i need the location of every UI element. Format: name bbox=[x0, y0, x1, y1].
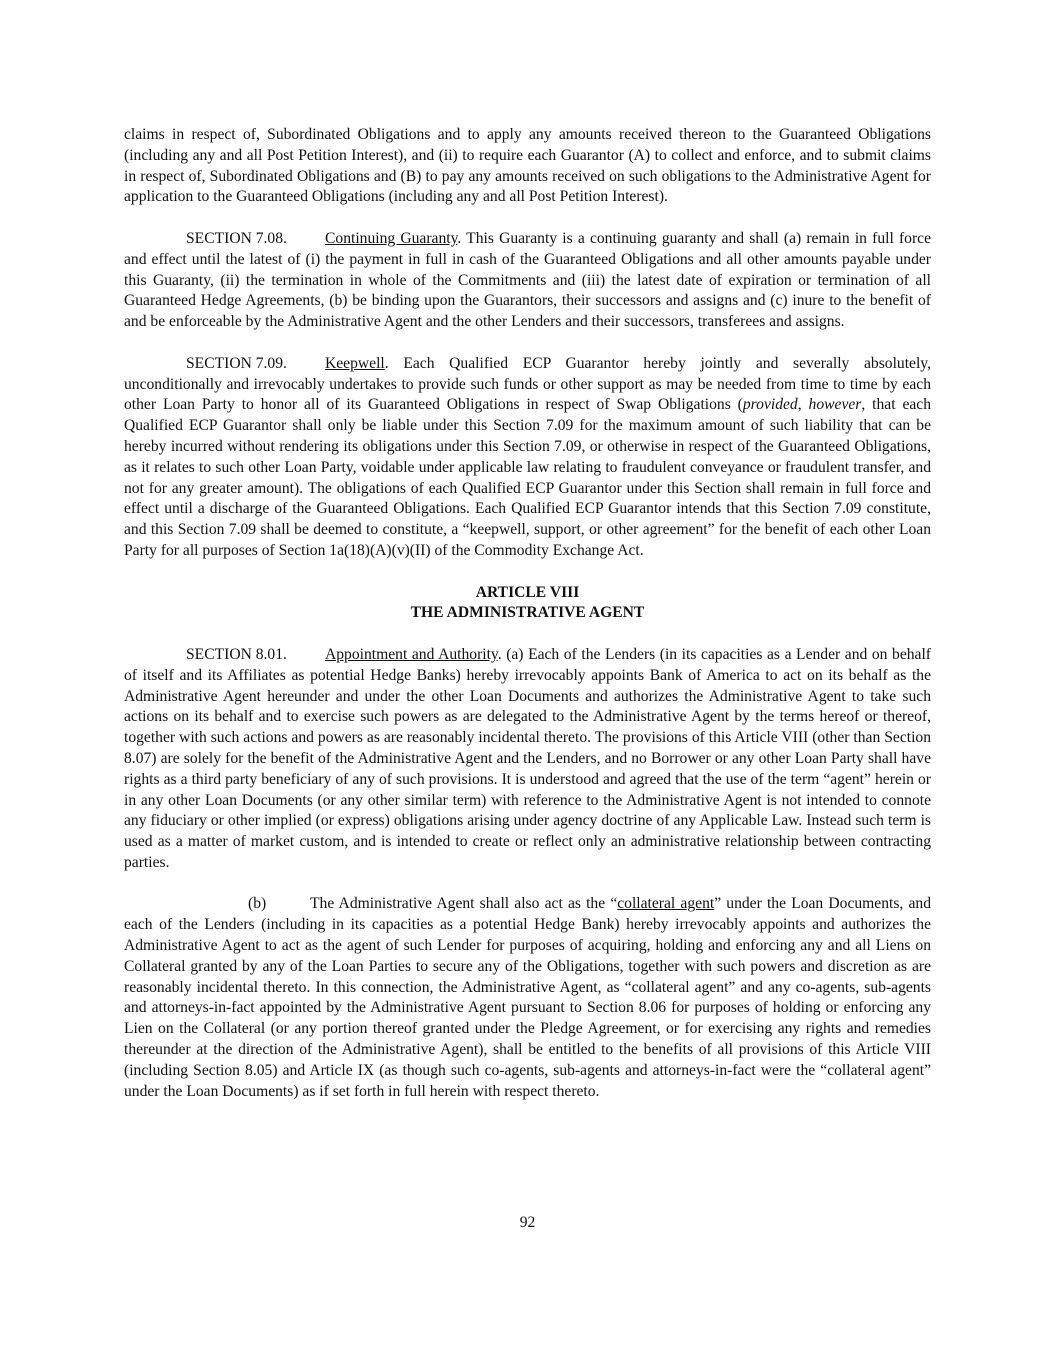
section-text: . This Guaranty is a continuing guaranty and shall (a) remain in full force and effect until the latest of (i) the payment in full in cash of the Guaranteed Obligations and all other amounts payable under this Guaranty, (ii) the termination in whole of the Commitments and (iii) the latest date of expiration or termination of all Guaranteed Hedge Agreements, (b) be binding upon the Guarantors, their successors and assigns and (c) inure to the benefit of and be enforceable by the Administrative Agent and the other Lenders and their successors, transferees and assigns. bbox=[124, 229, 931, 331]
section-7-09 bbox=[124, 354, 931, 562]
section-7-08 bbox=[124, 229, 931, 333]
page-number: 92 bbox=[519, 1214, 536, 1231]
underlined-term: collateral agent bbox=[617, 895, 715, 913]
article-title: THE ADMINISTRATIVE AGENT bbox=[410, 604, 645, 622]
section-8-01-b bbox=[124, 894, 931, 1102]
section-text: . Each Qualified ECP Guarantor hereby jointly and severally absolutely, unconditionally and irrevocably undertakes to provide such funds or other support as may be needed from time to time by each other Loan Party to honor all of its Guaranteed Obligations in respect of Swap Obligations ( bbox=[124, 354, 931, 414]
section-text: The Administrative Agent shall also act as the “ bbox=[310, 895, 618, 913]
section-number: SECTION 7.08. bbox=[186, 229, 287, 247]
section-title: Keepwell bbox=[325, 354, 385, 372]
section-text: , that each Qualified ECP Guarantor shall only be liable under this Section 7.09 for the maximum amount of such liability that can be hereby incurred without rendering its obligations under this Section 7.09, or otherwise in respect of the Guaranteed Obligations, as it relates to such other Loan Party, voidable under applicable law relating to fraudulent conveyance or fraudulent transfer, and not for any greater amount). The obligations of each Qualified ECP Guarantor under this Section shall remain in full force and effect until a discharge of the Guaranteed Obligations. Each Qualified ECP Guarantor intends that this Section 7.09 constitute, and this Section 7.09 shall be deemed to constitute, a “keepwell, support, or other agreement” for the benefit of each other Loan Party for all purposes of Section 1a(18)(A)(v)(II) of the Commodity Exchange Act. bbox=[124, 396, 932, 559]
section-text: , bbox=[797, 396, 809, 414]
section-8-01 bbox=[124, 645, 931, 874]
section-text: ” under the Loan Documents, and each of the Lenders (including in its capacities as a potential Hedge Bank) hereby irrevocably appoints and authorizes the Administrative Agent to act as the agent of such Lender for purposes of acquiring, holding and enforcing any and all Liens on Collateral granted by any of the Loan Parties to secure any of the Obligations, together with such powers and discretion as are reasonably incidental thereto. In this connection, the Administrative Agent, as “collateral agent” and any co-agents, sub-agents and attorneys-in-fact appointed by the Administrative Agent pursuant to Section 8.06 for purposes of holding or enforcing any Lien on the Collateral (or any portion thereof granted under the Pledge Agreement, or for exercising any rights and remedies thereunder at the direction of the Administrative Agent), shall be entitled to the benefits of all provisions of this Article VIII (including Section 8.05) and Article IX (as though such co-agents, sub-agents and attorneys-in-fact were the “collateral agent” under the Loan Documents) as if set forth in full herein with respect thereto. bbox=[124, 895, 932, 1100]
subsection-label: (b) bbox=[248, 895, 267, 913]
paragraph-continuation: claims in respect of, Subordinated Obligations and to apply any amounts received thereon to the Guaranteed Obligations (including any and all Post Petition Interest), and (ii) to require each Guarantor (A) to collect and enforce, and to submit claims in respect of, Subordinated Obligations and (B) to pay any amounts received on such obligations to the Administrative Agent for application to the Guaranteed Obligations (including any and all Post Petition Interest). bbox=[124, 126, 931, 206]
section-number: SECTION 8.01. bbox=[186, 645, 287, 663]
article-number: ARTICLE VIII bbox=[475, 583, 580, 601]
section-title: Appointment and Authority bbox=[325, 645, 498, 663]
article-heading bbox=[124, 583, 931, 625]
document-page bbox=[124, 125, 931, 1123]
italic-term: however bbox=[808, 396, 862, 414]
section-title: Continuing Guaranty bbox=[325, 229, 458, 247]
italic-term: provided bbox=[742, 396, 798, 414]
section-number: SECTION 7.09. bbox=[186, 354, 287, 372]
section-text: . (a) Each of the Lenders (in its capacities as a Lender and on behalf of itself and its Affiliates as potential Hedge Banks) hereby irrevocably appoints Bank of America to act on its behalf as the Administrative Agent hereunder and under the other Loan Documents and authorizes the Administrative Agent to take such actions on its behalf and to exercise such powers as are delegated to the Administrative Agent by the terms hereof or thereof, together with such actions and powers as are reasonably incidental thereto. The provisions of this Article VIII (other than Section 8.07) are solely for the benefit of the Administrative Agent and the Lenders, and no Borrower or any other Loan Party shall have rights as a third party beneficiary of any of such provisions. It is understood and agreed that the use of the term “agent” herein or in any other Loan Documents (or any other similar term) with reference to the Administrative Agent is not intended to connote any fiduciary or other implied (or express) obligations arising under agency doctrine of any Applicable Law. Instead such term is used as a matter of market custom, and is intended to create or reflect only an administrative relationship between contracting parties. bbox=[124, 645, 931, 871]
